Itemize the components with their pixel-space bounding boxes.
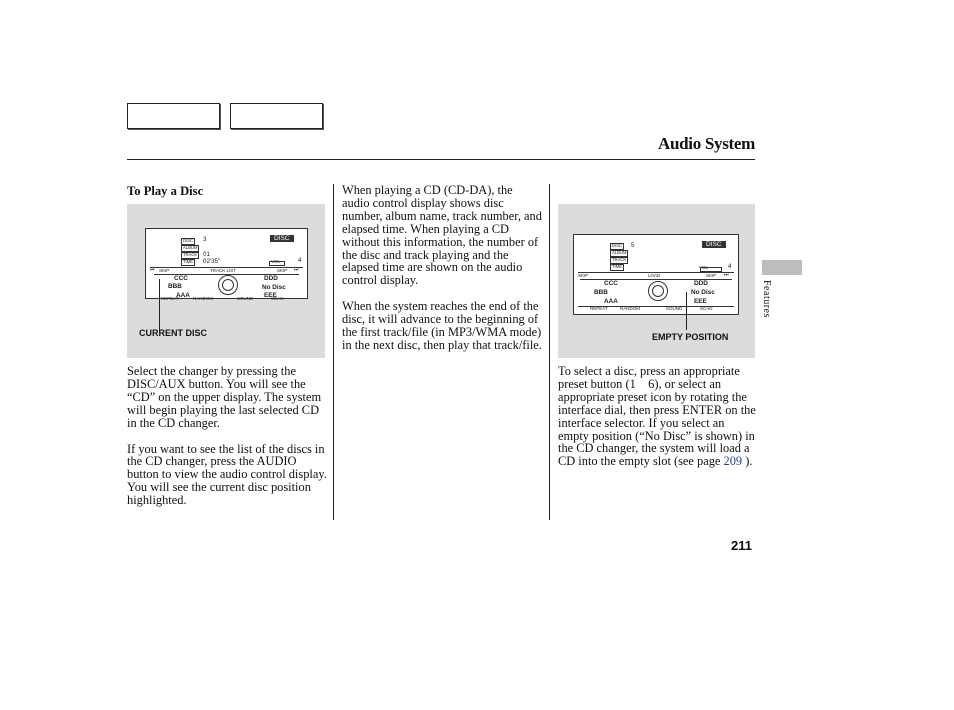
vol-value: 4	[728, 263, 732, 270]
track-list-label[interactable]: TRACK LIST	[210, 268, 237, 273]
slot-no-disc[interactable]: No Disc	[262, 284, 286, 291]
section-heading: To Play a Disc	[127, 184, 204, 198]
vol-label: VOL	[699, 265, 709, 270]
paragraph: If you want to see the list of the discs in the CD changer, press the AUDIO button to view the audio control display. You will see the current disc position highlighted.	[127, 441, 327, 508]
track-value: 01	[203, 251, 210, 258]
column3-text	[558, 365, 757, 481]
vol-value: 4	[298, 257, 302, 264]
slot-ddd[interactable]: DDD	[694, 280, 708, 287]
slot-bbb[interactable]: BBB	[168, 283, 182, 290]
load-label[interactable]: LOAD	[648, 273, 661, 278]
nav-tab-box-2[interactable]	[230, 103, 323, 129]
paragraph-end: ).	[742, 454, 753, 469]
paragraph: To select a disc, press an appropriate preset button (1 6), or select an appropriate preset icon by rotating the interface dial, then press ENTER on the interface selector. If you select an empty position (“No Disc” is shown) in the CD changer, the system will load a CD into the empty slot (see page	[558, 364, 756, 469]
section-label-features: Features	[761, 280, 772, 318]
audio-display-screen	[145, 228, 308, 299]
divider	[580, 279, 732, 280]
callout-line	[686, 292, 687, 330]
slot-ccc[interactable]: CCC	[174, 275, 188, 282]
disc-label: DISC	[183, 238, 194, 243]
slot-bbb[interactable]: BBB	[594, 289, 608, 296]
repeat-label[interactable]: REPEAT	[161, 296, 179, 301]
figure-caption-current-disc: CURRENT DISC	[139, 328, 208, 338]
skip-forward-icon[interactable]: ⏭	[294, 267, 299, 273]
column-divider-2	[549, 184, 550, 520]
time-label: TIME	[183, 259, 194, 264]
paragraph: When playing a CD (CD-DA), the audio control display shows disc number, album name, track number, and elapsed time. When playing a CD without this information, the number of the disc and track playing and the elapsed time are shown on the audio control display.	[342, 183, 542, 288]
slot-eee[interactable]: EEE	[694, 298, 707, 305]
skip-right-label: SKIP	[277, 268, 288, 273]
nav-tab-box-1[interactable]	[127, 103, 220, 129]
skip-forward-icon[interactable]: ⏭	[724, 272, 729, 278]
sound-label[interactable]: SOUND	[666, 306, 683, 311]
page-reference-link[interactable]: 209	[723, 454, 743, 469]
paragraph: When the system reaches the end of the disc, it will advance to the beginning of the first track/file (in MP3/WMA mode) in the next disc, then play that track/file.	[342, 299, 542, 352]
time-value: 02'35"	[203, 258, 221, 265]
scan-label[interactable]: SCAN	[700, 306, 713, 311]
slot-ccc[interactable]: CCC	[604, 280, 618, 287]
random-label[interactable]: RANDOM	[193, 296, 213, 301]
album-label: ALBUM	[183, 245, 198, 250]
album-label: ALBUM	[612, 250, 627, 255]
track-label: TRACK	[183, 252, 198, 257]
disc-badge: DISC	[702, 241, 726, 248]
dial-center-icon	[222, 279, 234, 291]
volume-bar-icon	[269, 261, 285, 266]
page-title: Audio System	[658, 134, 755, 153]
paragraph: Select the changer by pressing the DISC/AUX button. You will see the “CD” on the upper display. The system will begin playing the last selected CD in the CD changer.	[127, 364, 322, 430]
skip-left-label: SKIP	[578, 273, 589, 278]
dial-center-icon	[652, 285, 664, 297]
column1-text	[127, 365, 327, 520]
disc-value: 3	[203, 236, 207, 243]
section-tab-marker	[762, 260, 802, 275]
random-label[interactable]: RANDOM	[620, 306, 640, 311]
slot-ddd[interactable]: DDD	[264, 275, 278, 282]
sound-label[interactable]: SOUND	[237, 296, 254, 301]
disc-value: 5	[631, 242, 635, 249]
skip-left-label: SKIP	[159, 268, 170, 273]
slot-no-disc[interactable]: No Disc	[691, 289, 715, 296]
figure-caption-empty-position: EMPTY POSITION	[652, 332, 729, 342]
vol-label: VOL	[271, 259, 281, 264]
figure-empty-position	[558, 204, 755, 358]
slot-aaa[interactable]: AAA	[604, 298, 618, 305]
skip-back-icon[interactable]: ⏮	[150, 267, 155, 273]
time-label: TIME	[612, 264, 623, 269]
screen1-bottom-row	[145, 296, 308, 306]
column-divider-1	[333, 184, 334, 520]
figure-current-disc	[127, 204, 325, 358]
skip-right-label: SKIP	[706, 273, 717, 278]
repeat-label[interactable]: REPEAT	[590, 306, 608, 311]
disc-label: DISC	[612, 243, 623, 248]
scan-label[interactable]: SCAN	[271, 296, 284, 301]
audio-display-screen	[573, 234, 739, 315]
page-number: 211	[731, 538, 752, 553]
header-rule	[127, 159, 755, 160]
slot-aaa[interactable]: AAA	[176, 292, 190, 299]
slot-eee[interactable]: EEE	[264, 292, 277, 299]
column2-text	[342, 184, 542, 365]
track-label: TRACK	[612, 257, 627, 262]
disc-badge: DISC	[270, 235, 294, 242]
